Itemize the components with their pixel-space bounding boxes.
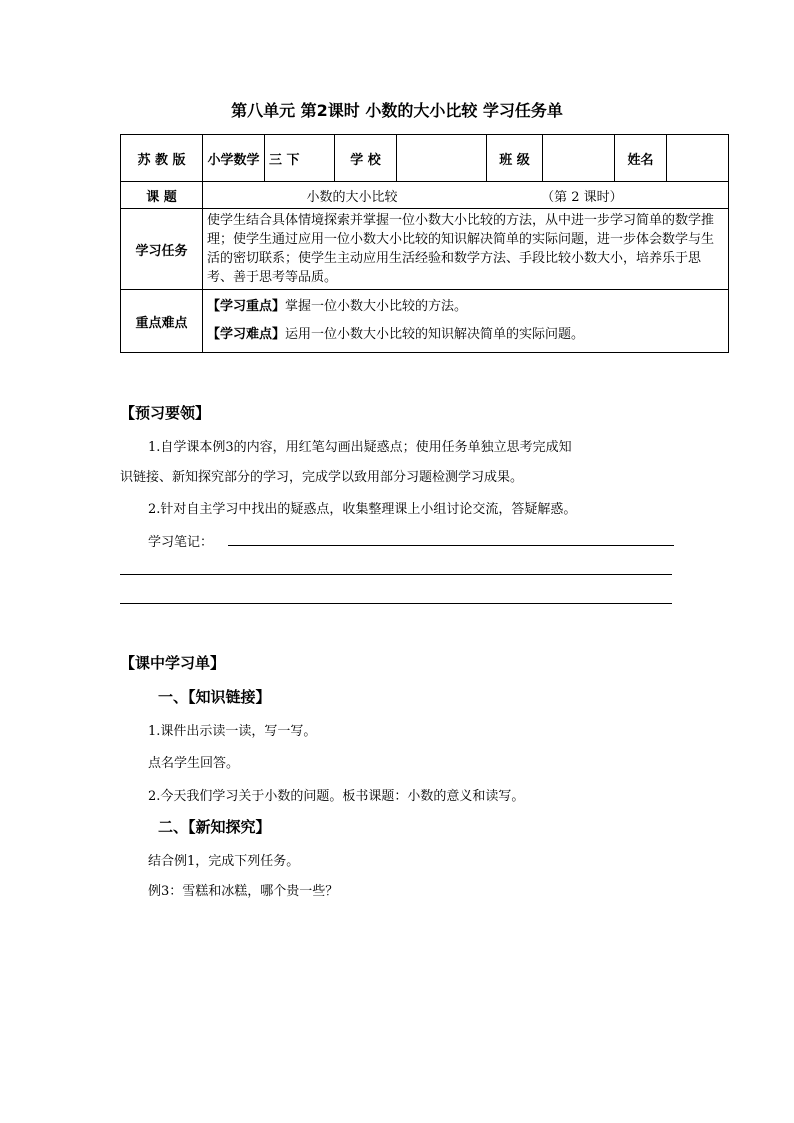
preview-p1-line2: 识链接、新知探究部分的学习，完成学以致用部分习题检测学习成果。 bbox=[120, 470, 524, 485]
key-point-text: 掌握一位小数大小比较的方法。 bbox=[285, 299, 468, 314]
grade-cell: 三 下 bbox=[265, 135, 335, 182]
key-cell bbox=[203, 290, 729, 353]
info-table bbox=[120, 134, 729, 353]
knowledge-link-heading: 一、【知识链接】 bbox=[158, 688, 271, 706]
class-value[interactable] bbox=[543, 135, 615, 182]
class-sheet-heading: 【课中学习单】 bbox=[120, 654, 226, 672]
notes-label: 学习笔记： bbox=[148, 535, 214, 550]
knowledge-p1: 1.课件出示读一读，写一写。 bbox=[148, 724, 317, 739]
preview-heading: 【预习要领】 bbox=[120, 404, 211, 422]
topic-label: 课 题 bbox=[121, 182, 203, 209]
subject-cell: 小学数学 bbox=[203, 135, 265, 182]
example-question: 例3：雪糕和冰糕，哪个贵一些？ bbox=[148, 884, 339, 899]
new-knowledge-p1: 结合例1，完成下列任务。 bbox=[148, 854, 300, 869]
preview-p1-line1: 1.自学课本例3的内容，用红笔勾画出疑惑点；使用任务单独立思考完成知 bbox=[148, 440, 572, 455]
publisher-cell: 苏 教 版 bbox=[121, 135, 203, 182]
lesson-number: （第 2 课时） bbox=[541, 189, 623, 205]
knowledge-p2: 点名学生回答。 bbox=[148, 756, 240, 771]
knowledge-p3: 2.今天我们学习关于小数的问题。板书课题：小数的意义和读写。 bbox=[148, 789, 525, 804]
difficulty-text: 运用一位小数大小比较的知识解决简单的实际问题。 bbox=[285, 327, 585, 342]
preview-p2: 2.针对自主学习中找出的疑惑点，收集整理课上小组讨论交流，答疑解惑。 bbox=[148, 502, 577, 517]
task-label: 学习任务 bbox=[121, 209, 203, 290]
key-label: 重点难点 bbox=[121, 290, 203, 353]
key-point-tag: 【学习重点】 bbox=[207, 299, 286, 314]
task-text: 使学生结合具体情境探索并掌握一位小数大小比较的方法，从中进一步学习简单的数学推理；使学生通过应用一位小数大小比较的知识解决简单的实际问题，进一步体会数学与生活的密切联系；使学生主动应用生活经验和数学方法、手段比较小数大小，培养乐于思考、善于思考等品质。 bbox=[203, 209, 729, 290]
school-value[interactable] bbox=[397, 135, 487, 182]
notes-line-2[interactable] bbox=[120, 574, 672, 575]
page-title: 第八单元 第2课时 小数的大小比较 学习任务单 bbox=[231, 101, 563, 120]
school-label: 学 校 bbox=[335, 135, 397, 182]
class-label: 班 级 bbox=[487, 135, 543, 182]
topic-value: 小数的大小比较 bbox=[306, 189, 398, 205]
topic-cell bbox=[203, 182, 729, 209]
notes-line-1[interactable] bbox=[228, 545, 674, 546]
difficulty-tag: 【学习难点】 bbox=[207, 327, 286, 342]
name-value[interactable] bbox=[667, 135, 729, 182]
name-label: 姓名 bbox=[615, 135, 667, 182]
notes-line-3[interactable] bbox=[120, 603, 672, 604]
new-knowledge-heading: 二、【新知探究】 bbox=[158, 818, 271, 836]
